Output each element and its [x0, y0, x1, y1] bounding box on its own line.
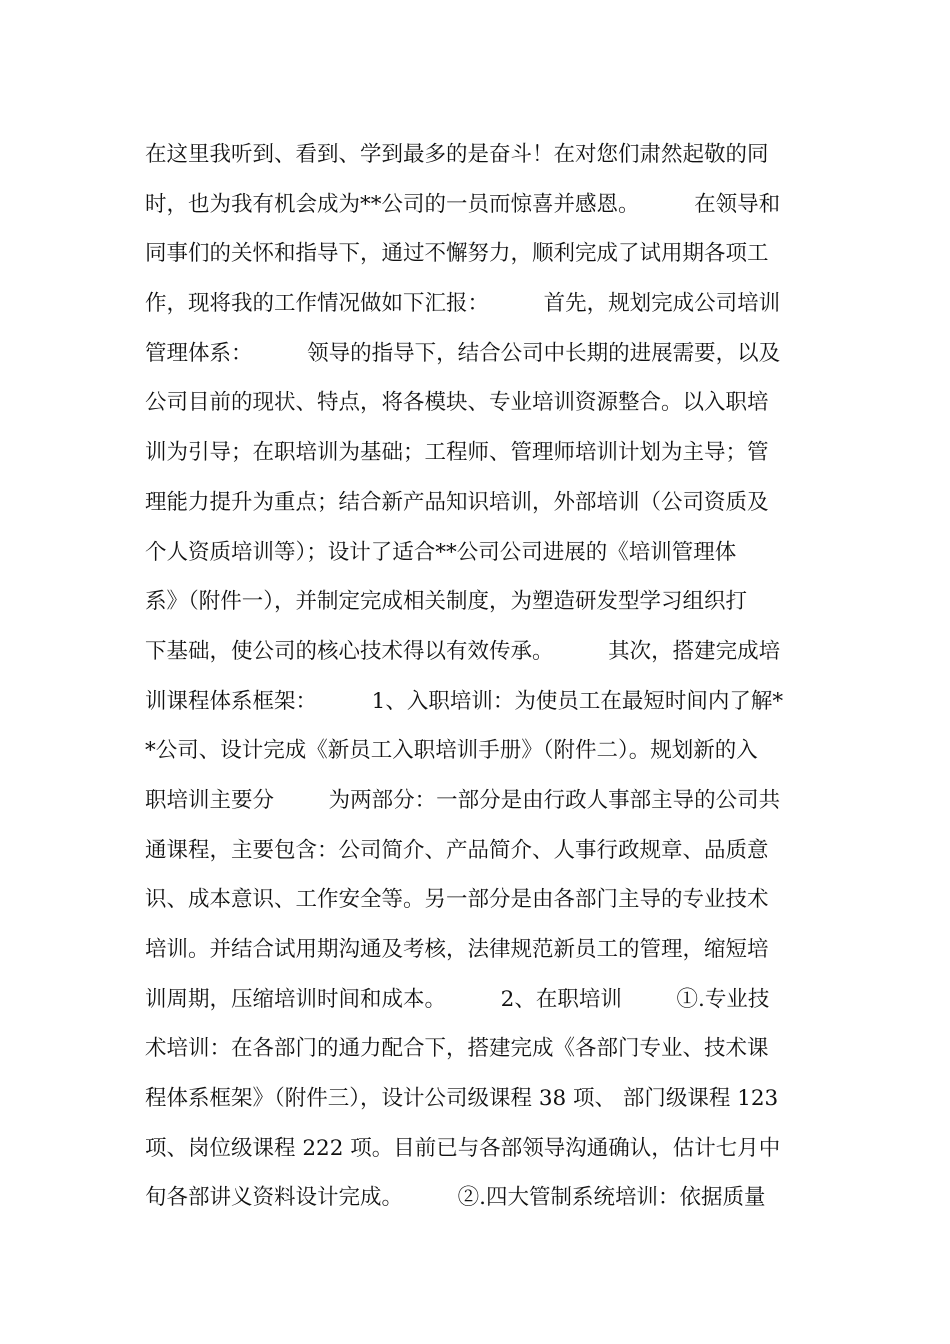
text-line: 术培训：在各部门的通力配合下，搭建完成《各部门专业、技术课 — [145, 1036, 769, 1062]
text-line: 在这里我听到、看到、学到最多的是奋斗！在对您们肃然起敬的同 — [145, 142, 769, 167]
text-line: *公司、设计完成《新员工入职培训手册》（附件二）。规划新的入 — [145, 738, 758, 764]
text-line: 训为引导；在职培训为基础；工程师、管理师培训计划为主导；管 — [145, 440, 769, 466]
text-line: 个人资质培训等）；设计了适合**公司公司进展的《培训管理体 — [145, 539, 737, 565]
text-line: 程体系框架》（附件三），设计公司级课程 38 项、 部门级课程 123 — [145, 1086, 779, 1112]
text-line: 公司目前的现状、特点，将各模块、专业培训资源整合。以入职培 — [145, 390, 769, 416]
text-line: 训周期，压缩培训时间和成本。 2、在职培训 ①.专业技 — [145, 986, 770, 1012]
text-line: 时，也为我有机会成为**公司的一员而惊喜并感恩。 在领导和 — [145, 191, 781, 217]
text-line: 管理体系： 领导的指导下，结合公司中长期的进展需要，以及 — [145, 340, 781, 366]
text-line: 通课程，主要包含：公司简介、产品简介、人事行政规章、品质意 — [145, 837, 769, 863]
text-line: 职培训主要分 为两部分：一部分是由行政人事部主导的公司共 — [145, 787, 781, 813]
text-line: 作，现将我的工作情况做如下汇报： 首先，规划完成公司培训 — [145, 291, 781, 317]
text-line: 系》（附件一），并制定完成相关制度，为塑造研发型学习组织打 — [145, 589, 748, 615]
text-line: 训课程体系框架： 1、入职培训：为使员工在最短时间内了解* — [145, 688, 784, 714]
text-line: 旬各部讲义资料设计完成。 ②.四大管制系统培训：依据质量 — [145, 1185, 766, 1211]
text-line: 培训。并结合试用期沟通及考核，法律规范新员工的管理，缩短培 — [145, 937, 769, 962]
text-line: 项、岗位级课程 222 项。目前已与各部领导沟通确认，估计七月中 — [145, 1135, 781, 1161]
body-text — [145, 130, 825, 1223]
text-line: 同事们的关怀和指导下，通过不懈努力，顺利完成了试用期各项工 — [145, 241, 769, 267]
text-line: 理能力提升为重点；结合新产品知识培训，外部培训（公司资质及 — [145, 489, 769, 515]
text-line: 识、成本意识、工作安全等。另一部分是由各部门主导的专业技术 — [145, 887, 769, 913]
text-line: 下基础，使公司的核心技术得以有效传承。 其次，搭建完成培 — [145, 638, 781, 664]
